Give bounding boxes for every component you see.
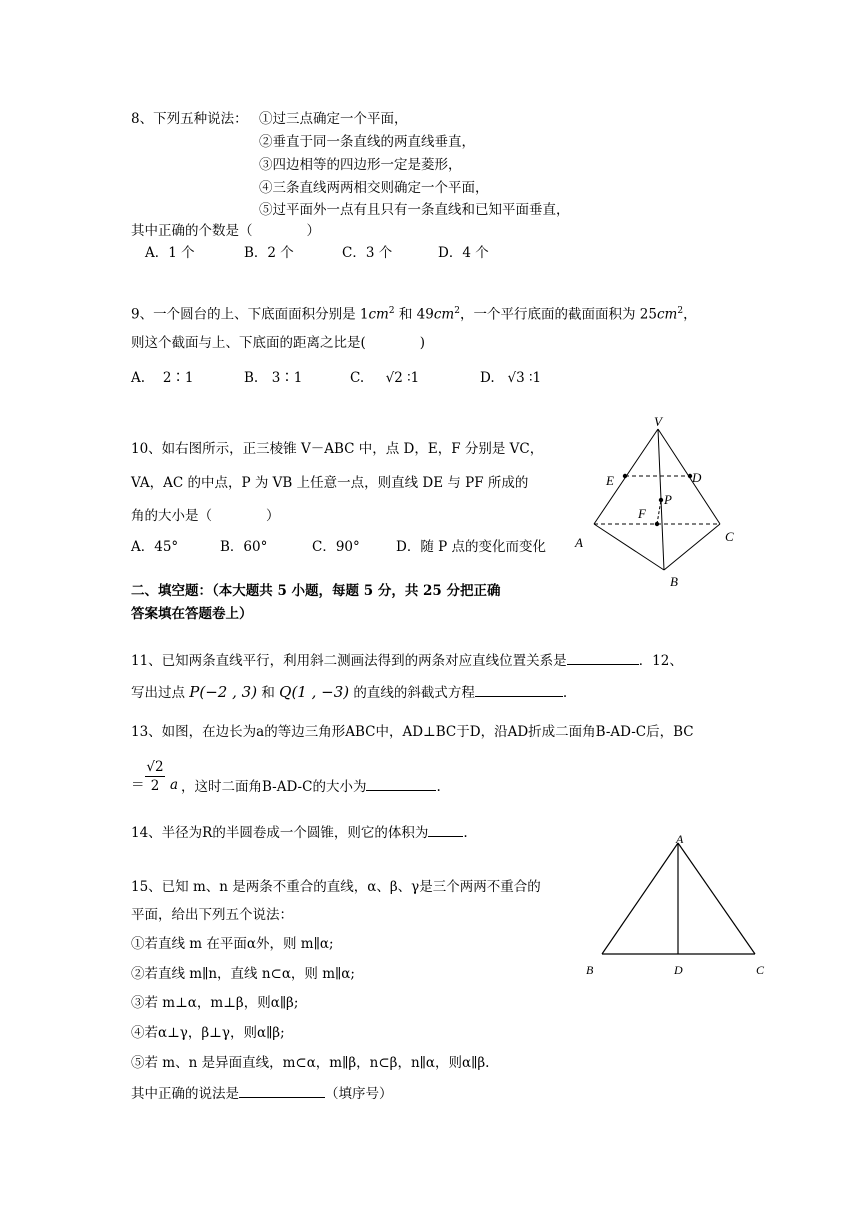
label-b: B — [670, 574, 678, 589]
triangle-figure — [582, 830, 782, 980]
pyramid-figure — [570, 412, 760, 592]
q13-line1: 13、如图，在边长为a的等边三角形ABC中，AD⊥BC于D，沿AD折成二面角B-AD-C后，BC — [131, 724, 694, 740]
q12-blank[interactable] — [475, 682, 563, 697]
edge-ab — [602, 843, 678, 954]
segment-pf — [657, 500, 661, 524]
q14-line: 14、半径为R的半圆卷成一个圆锥，则它的体积为 . — [131, 822, 468, 842]
q8-item-4: ④三条直线两两相交则确定一个平面， — [259, 180, 489, 196]
q13-fraction: $\frac{√2}{2}$ — [146, 759, 164, 794]
q8-item-5: ⑤过平面外一点有且只有一条直线和已知平面垂直， — [259, 202, 570, 218]
label-a: A — [676, 832, 684, 846]
label-f: F — [638, 506, 646, 521]
q15-line1: 15、已知 m、n 是两条不重合的直线，α、β、γ是三个两两不重合的 — [131, 879, 541, 895]
label-p: P — [664, 492, 672, 507]
label-a: A — [575, 535, 583, 550]
q15-line2: 平面，给出下列五个说法： — [131, 907, 293, 923]
q11-line1: 11、已知两条直线平行，利用斜二测画法得到的两条对应直线位置关系是 ．12、 — [131, 650, 683, 670]
q8-question: 其中正确的个数是（ ） — [131, 223, 320, 239]
q12-line: 写出过点 P(−2 , 3) 和 Q(1 , −3) 的直线的斜截式方程 . — [131, 683, 568, 701]
q15-answer-line: 其中正确的说法是 （填序号） — [131, 1083, 393, 1103]
q8-option-a: A．1 个 — [145, 245, 195, 261]
label-d: D — [674, 963, 683, 977]
q15-item-3: ③若 m⊥α，m⊥β，则α∥β; — [131, 995, 299, 1011]
q8-item-3: ③四边相等的四边形一定是菱形， — [259, 157, 462, 173]
q10-option-c: C．90° — [312, 539, 360, 555]
edge-ac — [678, 843, 755, 954]
label-c: C — [756, 963, 765, 977]
label-d: D — [692, 470, 702, 485]
point-p — [659, 498, 663, 502]
section2-heading-line2: 答案填在答题卷上） — [131, 606, 253, 622]
q10-option-d: D．随 P 点的变化而变化 — [396, 539, 546, 555]
q9-option-a: A. 2∶1 — [131, 370, 194, 386]
q8-option-d: D．4 个 — [438, 245, 489, 261]
q13-line2: ，这时二面角B-AD-C的大小为 . — [181, 776, 441, 796]
q15-blank[interactable] — [239, 1083, 325, 1098]
q14-blank[interactable] — [428, 822, 463, 837]
q8-item-1: ①过三点确定一个平面， — [259, 111, 408, 127]
q9-option-d: D. √3 ∶1 — [480, 370, 542, 386]
q10-line2: VA，AC 的中点，P 为 VB 上任意一点，则直线 DE 与 PF 所成的 — [131, 475, 529, 491]
q15-item-4: ④若α⊥γ，β⊥γ，则α∥β; — [131, 1025, 285, 1041]
q8-lead: 8、下列五种说法： — [131, 111, 248, 127]
q11-blank[interactable] — [567, 650, 639, 665]
q9-line1: 9、一个圆台的上、下底面面积分别是 $1cm^2$ 和 $49cm^2$，一个平行底面的截面面积为 $25cm^2$， — [131, 306, 697, 323]
label-e: E — [606, 473, 614, 488]
label-c: C — [725, 529, 734, 544]
q15-item-2: ②若直线 m∥n，直线 n⊂α，则 m∥α; — [131, 966, 355, 982]
edge-ab — [594, 524, 664, 570]
q13-var: a — [170, 777, 179, 793]
q10-option-b: B．60° — [220, 539, 268, 555]
point-e — [623, 474, 627, 478]
q10-line1: 10、如右图所示，正三棱锥 V－ABC 中，点 D，E，F 分别是 VC， — [131, 441, 544, 457]
q9-line2: 则这个截面与上、下底面的距离之比是( ) — [131, 335, 426, 351]
label-b: B — [586, 963, 594, 977]
q10-option-a: A．45° — [131, 539, 179, 555]
q8-item-2: ②垂直于同一条直线的两直线垂直， — [259, 134, 475, 150]
q15-item-5: ⑤若 m、n 是异面直线，m⊂α，m∥β，n⊂β，n∥α，则α∥β. — [131, 1055, 490, 1071]
q9-option-c: C. √2 ∶1 — [350, 370, 420, 386]
q15-item-1: ①若直线 m 在平面α外，则 m∥α; — [131, 936, 334, 952]
q13-blank[interactable] — [366, 776, 436, 791]
q10-line3: 角的大小是（ ） — [131, 508, 280, 524]
label-v: V — [654, 414, 662, 429]
q8-option-c: C．3 个 — [342, 245, 393, 261]
point-f — [655, 522, 659, 526]
q8-option-b: B．2 个 — [244, 245, 294, 261]
section2-heading-line1: 二、填空题：（本大题共 5 小题，每题 5 分，共 25 分把正确 — [131, 583, 501, 599]
edge-cb — [664, 524, 720, 570]
q13-eq: ＝ — [131, 777, 145, 793]
q9-option-b: B. 3∶1 — [244, 370, 303, 386]
